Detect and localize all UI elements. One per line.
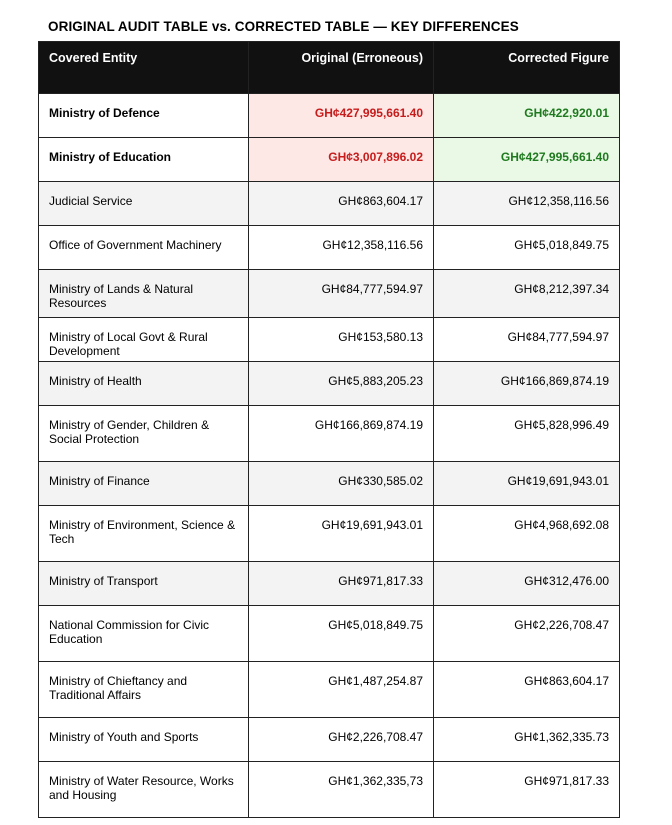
table-row <box>39 506 620 562</box>
corrected-value-cell: GH¢166,869,874.19 <box>434 362 620 406</box>
original-value-cell: GH¢1,487,254.87 <box>249 662 434 718</box>
table-row <box>39 462 620 506</box>
entity-cell: Ministry of Transport <box>39 562 249 606</box>
original-value-cell: GH¢84,777,594.97 <box>249 270 434 318</box>
corrected-value-cell: GH¢5,828,996.49 <box>434 406 620 462</box>
page-title: ORIGINAL AUDIT TABLE vs. CORRECTED TABLE — KEY DIFFERENCES <box>48 19 519 34</box>
original-value-cell: GH¢153,580.13 <box>249 318 434 362</box>
corrected-value-cell: GH¢427,995,661.40 <box>434 138 620 182</box>
original-value-cell: GH¢1,362,335,73 <box>249 762 434 818</box>
corrected-value-cell: GH¢1,362,335.73 <box>434 718 620 762</box>
original-value-cell: GH¢330,585.02 <box>249 462 434 506</box>
entity-cell: Ministry of Water Resource, Works and Housing <box>39 762 249 818</box>
table-row <box>39 318 620 362</box>
table-row <box>39 182 620 226</box>
entity-cell: Ministry of Gender, Children & Social Protection <box>39 406 249 462</box>
table-row <box>39 138 620 182</box>
table-row <box>39 270 620 318</box>
original-value-cell: GH¢3,007,896.02 <box>249 138 434 182</box>
table-row <box>39 762 620 818</box>
table-row <box>39 662 620 718</box>
entity-cell: National Commission for Civic Education <box>39 606 249 662</box>
original-value-cell: GH¢5,018,849.75 <box>249 606 434 662</box>
entity-cell: Ministry of Chieftancy and Traditional Affairs <box>39 662 249 718</box>
original-value-cell: GH¢166,869,874.19 <box>249 406 434 462</box>
table-row <box>39 406 620 462</box>
table-row <box>39 562 620 606</box>
table-row <box>39 718 620 762</box>
table-row <box>39 606 620 662</box>
corrected-value-cell: GH¢84,777,594.97 <box>434 318 620 362</box>
original-value-cell: GH¢12,358,116.56 <box>249 226 434 270</box>
entity-cell: Ministry of Defence <box>39 94 249 138</box>
entity-cell: Ministry of Education <box>39 138 249 182</box>
corrected-value-cell: GH¢422,920.01 <box>434 94 620 138</box>
original-value-cell: GH¢863,604.17 <box>249 182 434 226</box>
entity-cell: Ministry of Finance <box>39 462 249 506</box>
entity-cell: Ministry of Health <box>39 362 249 406</box>
entity-cell: Ministry of Local Govt & Rural Development <box>39 318 249 362</box>
original-value-cell: GH¢19,691,943.01 <box>249 506 434 562</box>
differences-table <box>38 41 620 818</box>
entity-cell: Judicial Service <box>39 182 249 226</box>
column-header-corrected: Corrected Figure <box>434 42 620 94</box>
entity-cell: Ministry of Lands & Natural Resources <box>39 270 249 318</box>
corrected-value-cell: GH¢4,968,692.08 <box>434 506 620 562</box>
corrected-value-cell: GH¢2,226,708.47 <box>434 606 620 662</box>
corrected-value-cell: GH¢19,691,943.01 <box>434 462 620 506</box>
table-header-row <box>39 42 620 94</box>
corrected-value-cell: GH¢312,476.00 <box>434 562 620 606</box>
original-value-cell: GH¢2,226,708.47 <box>249 718 434 762</box>
table-row <box>39 362 620 406</box>
corrected-value-cell: GH¢5,018,849.75 <box>434 226 620 270</box>
entity-cell: Ministry of Environment, Science & Tech <box>39 506 249 562</box>
column-header-entity: Covered Entity <box>39 42 249 94</box>
column-header-original: Original (Erroneous) <box>249 42 434 94</box>
original-value-cell: GH¢5,883,205.23 <box>249 362 434 406</box>
corrected-value-cell: GH¢863,604.17 <box>434 662 620 718</box>
table-row <box>39 226 620 270</box>
corrected-value-cell: GH¢971,817.33 <box>434 762 620 818</box>
entity-cell: Office of Government Machinery <box>39 226 249 270</box>
corrected-value-cell: GH¢8,212,397.34 <box>434 270 620 318</box>
original-value-cell: GH¢971,817.33 <box>249 562 434 606</box>
original-value-cell: GH¢427,995,661.40 <box>249 94 434 138</box>
entity-cell: Ministry of Youth and Sports <box>39 718 249 762</box>
corrected-value-cell: GH¢12,358,116.56 <box>434 182 620 226</box>
table-row <box>39 94 620 138</box>
